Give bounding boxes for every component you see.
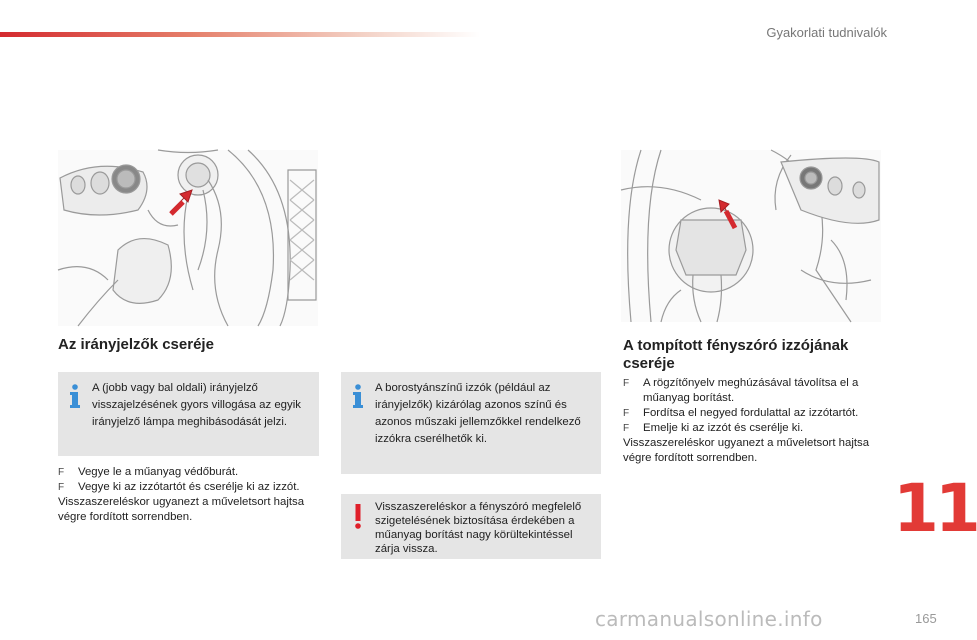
info-icon: [68, 384, 82, 410]
low-beam-heading: A tompított fényszóró izzójának cseréje: [623, 337, 849, 372]
list-item: [623, 376, 885, 406]
step-text: Vegye le a műanyag védőburát.: [78, 466, 239, 478]
list-item: [58, 465, 318, 480]
list-item: [623, 406, 885, 421]
reassembly-note: Visszaszereléskor ugyanezt a műveletsort hajtsa végre fordított sorrendben.: [58, 496, 305, 523]
bullet-glyph: F: [623, 408, 630, 419]
step-text: A rögzítőnyelv meghúzásával távolítsa el a műanyag borítást.: [643, 377, 859, 404]
bullet-glyph: F: [58, 467, 65, 478]
chapter-number: 11: [893, 470, 977, 547]
step-text: Fordítsa el negyed fordulattal az izzótartót.: [643, 407, 859, 419]
low-beam-steps: [623, 376, 885, 466]
bullet-glyph: F: [623, 378, 630, 389]
info-box-text: A borostyánszínű izzók (például az irányjelzők) kizárólag azonos színű és azonos műszaki jellemzőkkel rendelkező izzókra cserélhetők ki.: [375, 382, 581, 445]
turn-signal-illustration: [58, 150, 318, 326]
info-box-text: A (jobb vagy bal oldali) irányjelző visszajelzésének gyors villogása az egyik irányjelző lámpa meghibásodását jelzi.: [92, 382, 301, 428]
turn-signal-steps: [58, 465, 318, 525]
page-number: 165: [915, 611, 937, 626]
warning-icon: [351, 504, 365, 530]
info-box-turn-signal: [58, 372, 319, 456]
bullet-glyph: F: [58, 482, 65, 493]
list-item: [58, 480, 318, 495]
list-item: [623, 421, 885, 436]
section-title: Gyakorlati tudnivalók: [766, 25, 887, 40]
header-accent-bar: [0, 32, 480, 37]
reassembly-note: Visszaszereléskor ugyanezt a műveletsort hajtsa végre fordított sorrendben.: [623, 437, 870, 464]
warning-box-reassembly: [341, 494, 601, 559]
low-beam-illustration: [621, 150, 881, 322]
info-icon: [351, 384, 365, 410]
watermark: carmanualsonline.info: [595, 607, 823, 631]
info-box-amber-bulbs: [341, 372, 601, 474]
warning-box-text: Visszaszereléskor a fényszóró megfelelő szigetelésének biztosítása érdekében a műanyag borítást nagy körültekintéssel zárja vissza.: [375, 501, 582, 555]
step-text: Emelje ki az izzót és cserélje ki.: [643, 422, 804, 434]
bullet-glyph: F: [623, 423, 630, 434]
turn-signal-heading: Az irányjelzők cseréje: [58, 336, 214, 353]
step-text: Vegye ki az izzótartót és cserélje ki az izzót.: [78, 481, 300, 493]
